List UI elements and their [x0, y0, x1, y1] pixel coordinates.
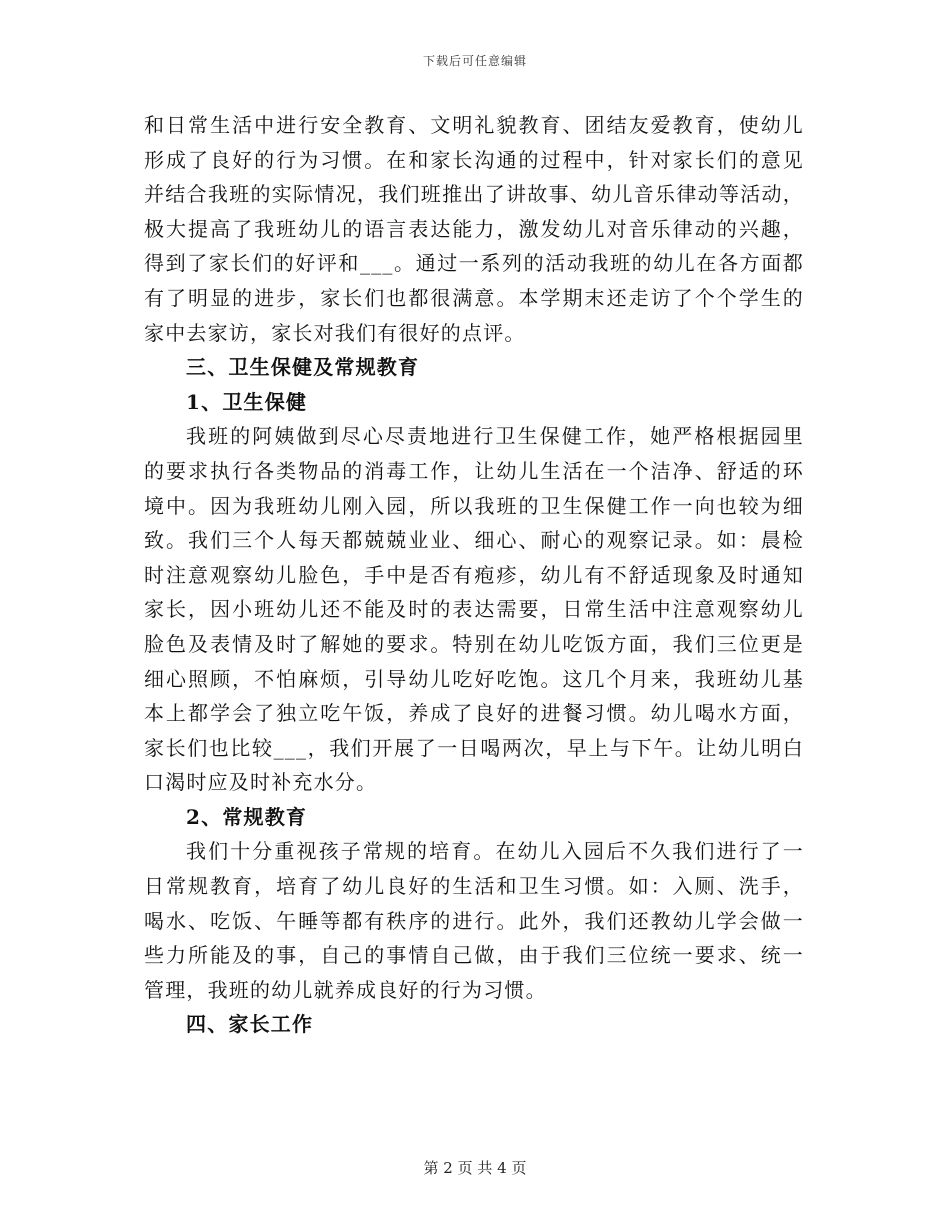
- text-line: 我们十分重视孩子常规的培育。在幼儿入园后不久我们进行了一: [186, 839, 804, 864]
- text-line: 本上都学会了独立吃午饭，养成了良好的进餐习惯。幼儿喝水方面，: [144, 701, 804, 726]
- text-line: 管理，我班的幼儿就养成良好的行为习惯。: [144, 977, 547, 1002]
- text-line: 口渴时应及时补充水分。: [144, 770, 378, 795]
- document-body: [144, 108, 804, 1042]
- text-line: 境中。因为我班幼儿刚入园，所以我班的卫生保健工作一向也较为细: [144, 493, 804, 518]
- subsection-1-paragraph: [144, 419, 804, 800]
- text-line: 喝水、吃饭、午睡等都有秩序的进行。此外，我们还教幼儿学会做一: [144, 908, 804, 933]
- text-line: 些力所能及的事，自己的事情自己做，由于我们三位统一要求、统一: [144, 943, 804, 968]
- text-line: 致。我们三个人每天都兢兢业业、细心、耐心的观察记录。如：晨检: [144, 528, 804, 553]
- text-line: 形成了良好的行为习惯。在和家长沟通的过程中，针对家长们的意见: [144, 147, 804, 172]
- text-line: 有了明显的进步，家长们也都很满意。本学期末还走访了个个学生的: [144, 285, 804, 310]
- text-line: 得到了家长们的好评和___。通过一系列的活动我班的幼儿在各方面都: [144, 251, 804, 276]
- text-line: 极大提高了我班幼儿的语言表达能力，激发幼儿对音乐律动的兴趣，: [144, 216, 804, 241]
- text-line: 时注意观察幼儿脸色，手中是否有疱疹，幼儿有不舒适现象及时通知: [144, 562, 804, 587]
- text-line: 家中去家访，家长对我们有很好的点评。: [144, 320, 526, 345]
- text-line: 并结合我班的实际情况，我们班推出了讲故事、幼儿音乐律动等活动，: [144, 182, 804, 207]
- text-line: 细心照顾，不怕麻烦，引导幼儿吃好吃饱。这几个月来，我班幼儿基: [144, 666, 804, 691]
- text-line: 和日常生活中进行安全教育、文明礼貌教育、团结友爱教育，使幼儿: [144, 113, 804, 137]
- subsection-2-heading: 2、常规教育: [186, 804, 308, 829]
- page-footer: 第 2 页 共 4 页: [423, 1159, 527, 1177]
- text-line: 家长，因小班幼儿还不能及时的表达需要，日常生活中注意观察幼儿: [144, 597, 804, 622]
- section-4-heading: 四、家长工作: [186, 1012, 314, 1037]
- text-line: 家长们也比较___，我们开展了一日喝两次，早上与下午。让幼儿明白: [144, 735, 804, 760]
- text-line: 我班的阿姨做到尽心尽责地进行卫生保健工作，她严格根据园里: [186, 424, 804, 449]
- subsection-1-heading: 1、卫生保健: [186, 389, 308, 414]
- paragraph-1: [144, 108, 804, 350]
- subsection-2-paragraph: [144, 834, 804, 1007]
- text-line: 日常规教育，培育了幼儿良好的生活和卫生习惯。如：入厕、洗手，: [144, 874, 804, 899]
- section-3-heading: 三、卫生保健及常规教育: [186, 355, 420, 380]
- page-header: 下载后可任意编辑: [422, 54, 527, 68]
- text-line: 脸色及表情及时了解她的要求。特别在幼儿吃饭方面，我们三位更是: [144, 631, 804, 656]
- text-line: 的要求执行各类物品的消毒工作，让幼儿生活在一个洁净、舒适的环: [144, 458, 804, 483]
